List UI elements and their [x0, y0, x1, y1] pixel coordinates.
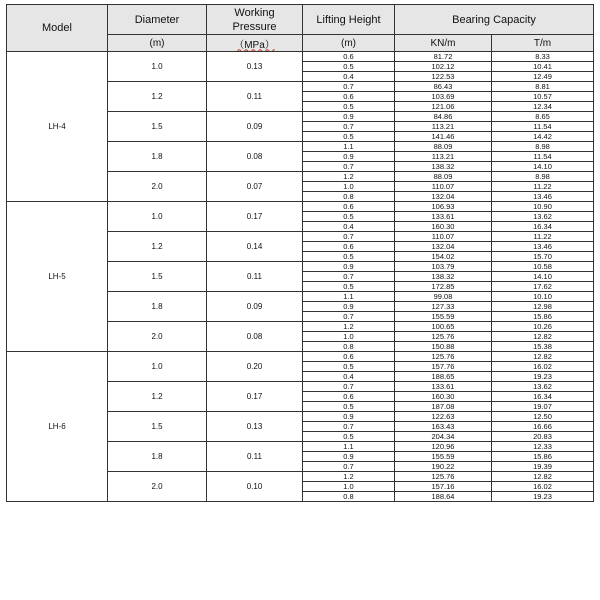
capacity-t-cell: 12.34	[492, 102, 594, 112]
capacity-kn-cell: 172.85	[395, 282, 492, 292]
pressure-cell: 0.20	[207, 352, 303, 382]
capacity-kn-cell: 188.64	[395, 492, 492, 502]
capacity-t-cell: 15.86	[492, 452, 594, 462]
capacity-t-cell: 14.10	[492, 272, 594, 282]
lifting-height-cell: 0.4	[303, 222, 395, 232]
diameter-cell: 1.2	[108, 82, 207, 112]
header-diameter: Diameter	[108, 5, 207, 35]
unit-pressure-text: （MPa）	[234, 39, 275, 51]
lifting-height-cell: 0.7	[303, 162, 395, 172]
table-body	[7, 52, 594, 502]
header-model: Model	[7, 5, 108, 52]
specification-sheet	[6, 4, 594, 502]
lifting-height-cell: 1.2	[303, 472, 395, 482]
capacity-t-cell: 14.10	[492, 162, 594, 172]
diameter-cell: 1.5	[108, 412, 207, 442]
lifting-height-cell: 0.9	[303, 112, 395, 122]
capacity-kn-cell: 103.69	[395, 92, 492, 102]
lifting-height-cell: 0.8	[303, 492, 395, 502]
capacity-kn-cell: 88.09	[395, 142, 492, 152]
pressure-cell: 0.10	[207, 472, 303, 502]
capacity-kn-cell: 157.16	[395, 482, 492, 492]
capacity-kn-cell: 113.21	[395, 122, 492, 132]
diameter-cell: 1.2	[108, 232, 207, 262]
capacity-t-cell: 13.62	[492, 382, 594, 392]
unit-pressure	[207, 35, 303, 52]
capacity-kn-cell: 125.76	[395, 332, 492, 342]
pressure-cell: 0.17	[207, 382, 303, 412]
lifting-height-cell: 0.8	[303, 342, 395, 352]
lifting-height-cell: 0.5	[303, 62, 395, 72]
lifting-height-cell: 1.0	[303, 332, 395, 342]
header-working-pressure	[207, 5, 303, 35]
capacity-t-cell: 16.34	[492, 392, 594, 402]
capacity-kn-cell: 160.30	[395, 392, 492, 402]
diameter-cell: 1.0	[108, 352, 207, 382]
capacity-t-cell: 10.58	[492, 262, 594, 272]
capacity-kn-cell: 84.86	[395, 112, 492, 122]
capacity-kn-cell: 188.65	[395, 372, 492, 382]
capacity-t-cell: 11.54	[492, 152, 594, 162]
capacity-kn-cell: 138.32	[395, 272, 492, 282]
capacity-t-cell: 15.70	[492, 252, 594, 262]
capacity-kn-cell: 81.72	[395, 52, 492, 62]
capacity-t-cell: 12.49	[492, 72, 594, 82]
capacity-kn-cell: 122.63	[395, 412, 492, 422]
table-header	[7, 5, 594, 52]
lifting-height-cell: 0.8	[303, 192, 395, 202]
lifting-height-cell: 1.1	[303, 442, 395, 452]
header-pressure-line1: Working	[234, 6, 275, 19]
capacity-t-cell: 14.42	[492, 132, 594, 142]
lifting-height-cell: 0.6	[303, 52, 395, 62]
pressure-cell: 0.11	[207, 262, 303, 292]
capacity-kn-cell: 120.96	[395, 442, 492, 452]
capacity-t-cell: 13.46	[492, 192, 594, 202]
capacity-kn-cell: 132.04	[395, 192, 492, 202]
capacity-t-cell: 12.82	[492, 352, 594, 362]
pressure-cell: 0.11	[207, 442, 303, 472]
pressure-cell: 0.08	[207, 142, 303, 172]
model-cell: LH-4	[7, 52, 108, 202]
lifting-height-cell: 1.2	[303, 322, 395, 332]
lifting-height-cell: 0.6	[303, 242, 395, 252]
capacity-t-cell: 12.50	[492, 412, 594, 422]
model-cell: LH-6	[7, 352, 108, 502]
capacity-t-cell: 8.98	[492, 172, 594, 182]
capacity-kn-cell: 160.30	[395, 222, 492, 232]
capacity-kn-cell: 100.65	[395, 322, 492, 332]
capacity-kn-cell: 133.61	[395, 212, 492, 222]
capacity-t-cell: 8.65	[492, 112, 594, 122]
capacity-kn-cell: 155.59	[395, 452, 492, 462]
capacity-t-cell: 20.83	[492, 432, 594, 442]
header-lifting-height: Lifting Height	[303, 5, 395, 35]
capacity-kn-cell: 103.79	[395, 262, 492, 272]
lifting-height-cell: 1.1	[303, 292, 395, 302]
unit-t-per-m: T/m	[492, 35, 594, 52]
capacity-kn-cell: 113.21	[395, 152, 492, 162]
capacity-kn-cell: 110.07	[395, 232, 492, 242]
lifting-height-cell: 1.0	[303, 182, 395, 192]
capacity-t-cell: 11.22	[492, 232, 594, 242]
bearing-capacity-table	[6, 4, 594, 502]
lifting-height-cell: 0.5	[303, 102, 395, 112]
capacity-t-cell: 12.82	[492, 332, 594, 342]
lifting-height-cell: 0.7	[303, 232, 395, 242]
capacity-t-cell: 8.33	[492, 52, 594, 62]
pressure-cell: 0.17	[207, 202, 303, 232]
lifting-height-cell: 0.7	[303, 82, 395, 92]
capacity-t-cell: 8.98	[492, 142, 594, 152]
pressure-cell: 0.09	[207, 112, 303, 142]
diameter-cell: 1.8	[108, 442, 207, 472]
lifting-height-cell: 0.7	[303, 422, 395, 432]
capacity-kn-cell: 155.59	[395, 312, 492, 322]
diameter-cell: 1.0	[108, 52, 207, 82]
lifting-height-cell: 0.4	[303, 372, 395, 382]
capacity-t-cell: 13.62	[492, 212, 594, 222]
lifting-height-cell: 0.4	[303, 72, 395, 82]
lifting-height-cell: 0.7	[303, 462, 395, 472]
diameter-cell: 2.0	[108, 322, 207, 352]
lifting-height-cell: 0.5	[303, 432, 395, 442]
capacity-kn-cell: 125.76	[395, 472, 492, 482]
lifting-height-cell: 0.7	[303, 122, 395, 132]
unit-diameter: (m)	[108, 35, 207, 52]
table-row	[7, 202, 594, 212]
lifting-height-cell: 0.9	[303, 152, 395, 162]
capacity-t-cell: 11.54	[492, 122, 594, 132]
diameter-cell: 1.8	[108, 142, 207, 172]
lifting-height-cell: 1.2	[303, 172, 395, 182]
capacity-kn-cell: 121.06	[395, 102, 492, 112]
capacity-t-cell: 16.02	[492, 362, 594, 372]
capacity-kn-cell: 106.93	[395, 202, 492, 212]
capacity-kn-cell: 125.76	[395, 352, 492, 362]
capacity-t-cell: 10.41	[492, 62, 594, 72]
lifting-height-cell: 0.6	[303, 392, 395, 402]
header-bearing-capacity: Bearing Capacity	[395, 5, 594, 35]
capacity-t-cell: 11.22	[492, 182, 594, 192]
capacity-kn-cell: 150.88	[395, 342, 492, 352]
lifting-height-cell: 0.9	[303, 452, 395, 462]
lifting-height-cell: 1.0	[303, 482, 395, 492]
capacity-t-cell: 12.98	[492, 302, 594, 312]
lifting-height-cell: 0.9	[303, 262, 395, 272]
capacity-kn-cell: 88.09	[395, 172, 492, 182]
capacity-kn-cell: 141.46	[395, 132, 492, 142]
header-pressure-line2: Pressure	[232, 20, 277, 33]
capacity-t-cell: 12.82	[492, 472, 594, 482]
capacity-t-cell: 13.46	[492, 242, 594, 252]
capacity-kn-cell: 102.12	[395, 62, 492, 72]
unit-lifting-height: (m)	[303, 35, 395, 52]
lifting-height-cell: 0.9	[303, 412, 395, 422]
capacity-t-cell: 16.66	[492, 422, 594, 432]
capacity-t-cell: 12.33	[492, 442, 594, 452]
capacity-t-cell: 10.57	[492, 92, 594, 102]
lifting-height-cell: 1.1	[303, 142, 395, 152]
capacity-kn-cell: 190.22	[395, 462, 492, 472]
capacity-t-cell: 15.38	[492, 342, 594, 352]
capacity-t-cell: 10.26	[492, 322, 594, 332]
capacity-kn-cell: 86.43	[395, 82, 492, 92]
pressure-cell: 0.13	[207, 412, 303, 442]
capacity-t-cell: 17.62	[492, 282, 594, 292]
pressure-cell: 0.11	[207, 82, 303, 112]
lifting-height-cell: 0.5	[303, 212, 395, 222]
capacity-t-cell: 19.23	[492, 492, 594, 502]
lifting-height-cell: 0.6	[303, 92, 395, 102]
pressure-cell: 0.13	[207, 52, 303, 82]
capacity-t-cell: 19.23	[492, 372, 594, 382]
lifting-height-cell: 0.7	[303, 272, 395, 282]
capacity-kn-cell: 204.34	[395, 432, 492, 442]
capacity-kn-cell: 122.53	[395, 72, 492, 82]
capacity-kn-cell: 133.61	[395, 382, 492, 392]
pressure-cell: 0.14	[207, 232, 303, 262]
lifting-height-cell: 0.5	[303, 402, 395, 412]
table-row	[7, 52, 594, 62]
diameter-cell: 1.5	[108, 262, 207, 292]
lifting-height-cell: 0.6	[303, 202, 395, 212]
capacity-kn-cell: 157.76	[395, 362, 492, 372]
capacity-kn-cell: 163.43	[395, 422, 492, 432]
lifting-height-cell: 0.9	[303, 302, 395, 312]
capacity-kn-cell: 138.32	[395, 162, 492, 172]
capacity-kn-cell: 99.08	[395, 292, 492, 302]
pressure-cell: 0.08	[207, 322, 303, 352]
diameter-cell: 1.0	[108, 202, 207, 232]
capacity-t-cell: 16.02	[492, 482, 594, 492]
lifting-height-cell: 0.7	[303, 382, 395, 392]
diameter-cell: 1.2	[108, 382, 207, 412]
table-row	[7, 352, 594, 362]
capacity-t-cell: 10.90	[492, 202, 594, 212]
unit-kn-per-m: KN/m	[395, 35, 492, 52]
lifting-height-cell: 0.5	[303, 362, 395, 372]
capacity-kn-cell: 154.02	[395, 252, 492, 262]
diameter-cell: 2.0	[108, 172, 207, 202]
capacity-t-cell: 8.81	[492, 82, 594, 92]
lifting-height-cell: 0.5	[303, 252, 395, 262]
diameter-cell: 1.8	[108, 292, 207, 322]
capacity-kn-cell: 187.08	[395, 402, 492, 412]
pressure-cell: 0.07	[207, 172, 303, 202]
diameter-cell: 1.5	[108, 112, 207, 142]
capacity-t-cell: 16.34	[492, 222, 594, 232]
model-cell: LH-5	[7, 202, 108, 352]
capacity-t-cell: 15.86	[492, 312, 594, 322]
diameter-cell: 2.0	[108, 472, 207, 502]
lifting-height-cell: 0.7	[303, 312, 395, 322]
capacity-kn-cell: 127.33	[395, 302, 492, 312]
capacity-t-cell: 19.07	[492, 402, 594, 412]
capacity-kn-cell: 110.07	[395, 182, 492, 192]
capacity-t-cell: 10.10	[492, 292, 594, 302]
lifting-height-cell: 0.5	[303, 132, 395, 142]
capacity-kn-cell: 132.04	[395, 242, 492, 252]
lifting-height-cell: 0.5	[303, 282, 395, 292]
pressure-cell: 0.09	[207, 292, 303, 322]
lifting-height-cell: 0.6	[303, 352, 395, 362]
capacity-t-cell: 19.39	[492, 462, 594, 472]
